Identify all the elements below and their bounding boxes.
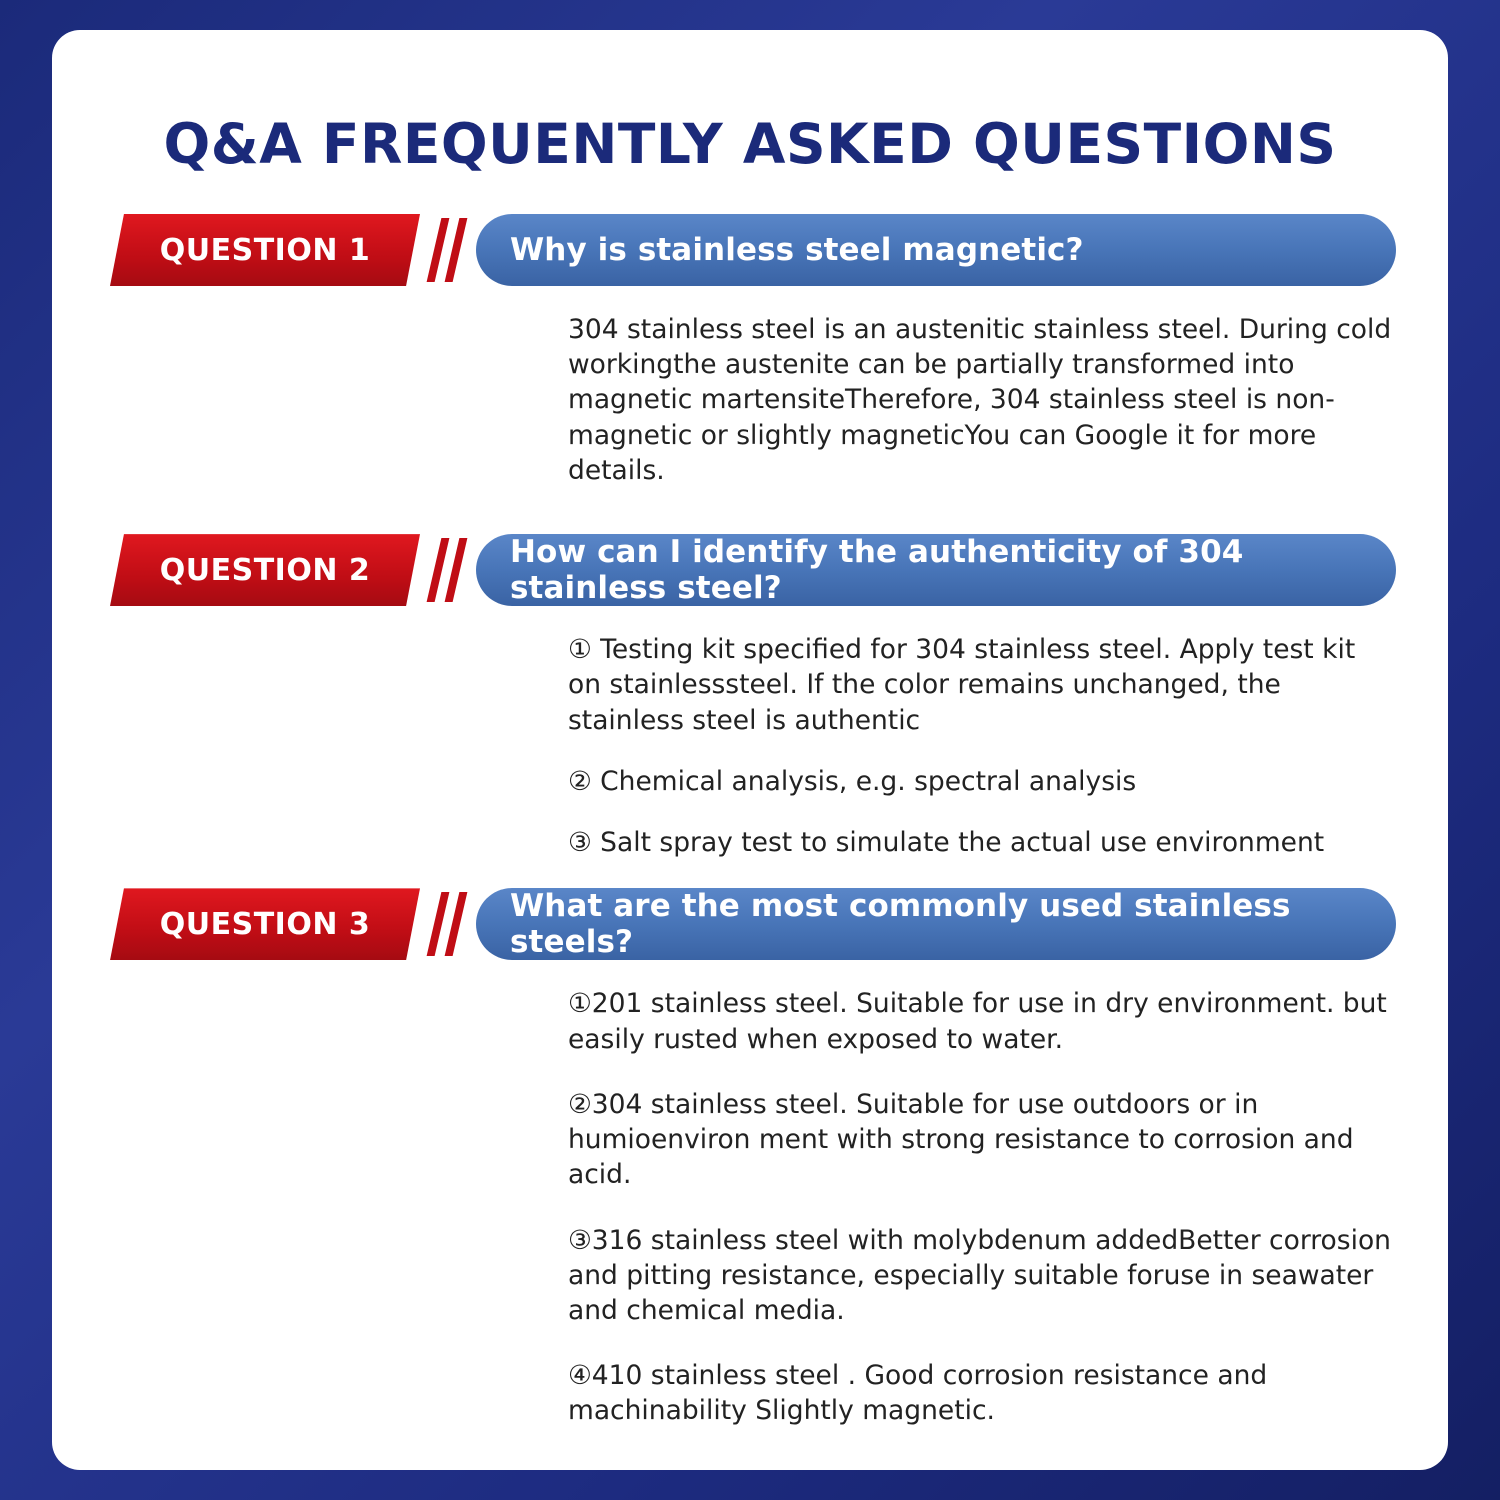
question-tag-label-1: QUESTION 1 bbox=[159, 232, 371, 268]
question-tag-label-3: QUESTION 3 bbox=[159, 906, 371, 942]
answer-paragraph: 304 stainless steel is an austenitic stainless steel. During cold workingthe austenite can be partially transformed into magnetic martensiteTherefore, 304 stainless steel is non-magnetic or slightly magneticYou can Google it for more details. bbox=[568, 314, 1392, 486]
faq-header-2 bbox=[52, 534, 1448, 606]
slash-divider-icon-1 bbox=[420, 214, 476, 286]
answer-paragraph: ③ Salt spray test to simulate the actual use environment bbox=[568, 827, 1325, 859]
question-tag-2 bbox=[110, 534, 420, 606]
question-text-2: How can I identify the authenticity of 304 stainless steel? bbox=[510, 534, 1244, 607]
slash-divider-icon-3 bbox=[420, 888, 476, 960]
faq-header-1 bbox=[52, 214, 1448, 286]
answer-paragraph: ② Chemical analysis, e.g. spectral analysis bbox=[568, 765, 1137, 797]
answer-paragraph: ③316 stainless steel with molybdenum addedBetter corrosion and pitting resistance, especially suitable foruse in seawater and chemical media. bbox=[568, 1224, 1391, 1326]
question-bar-3 bbox=[476, 888, 1396, 960]
question-tag-3 bbox=[110, 888, 420, 960]
slash-divider-icon-2 bbox=[420, 534, 476, 606]
faq-item-1 bbox=[52, 214, 1448, 488]
answer-block-3 bbox=[568, 986, 1392, 1428]
answer-block-1 bbox=[568, 312, 1392, 488]
question-text-3: What are the most commonly used stainless steels? bbox=[510, 888, 1291, 961]
faq-card bbox=[52, 30, 1448, 1470]
answer-paragraph: ④410 stainless steel . Good corrosion resistance and machinability Slightly magnetic. bbox=[568, 1360, 1268, 1427]
faq-item-2 bbox=[52, 534, 1448, 860]
answer-paragraph: ①201 stainless steel. Suitable for use in dry environment. but easily rusted when exposed to water. bbox=[568, 988, 1387, 1055]
question-bar-2 bbox=[476, 534, 1396, 606]
faq-header-3 bbox=[52, 888, 1448, 960]
answer-paragraph: ②304 stainless steel. Suitable for use outdoors or in humioenviron ment with strong resistance to corrosion and acid. bbox=[568, 1088, 1354, 1191]
question-text-1: Why is stainless steel magnetic? bbox=[510, 232, 1084, 268]
answer-paragraph: ① Testing kit specified for 304 stainless steel. Apply test kit on stainlesssteel. If the color remains unchanged, the stainless steel is authentic bbox=[568, 634, 1356, 736]
page-title: Q&A FREQUENTLY ASKED QUESTIONS bbox=[163, 112, 1337, 176]
question-bar-1 bbox=[476, 214, 1396, 286]
answer-block-2 bbox=[568, 632, 1392, 860]
question-tag-label-2: QUESTION 2 bbox=[159, 552, 371, 588]
faq-item-3 bbox=[52, 888, 1448, 1428]
question-tag-1 bbox=[110, 214, 420, 286]
